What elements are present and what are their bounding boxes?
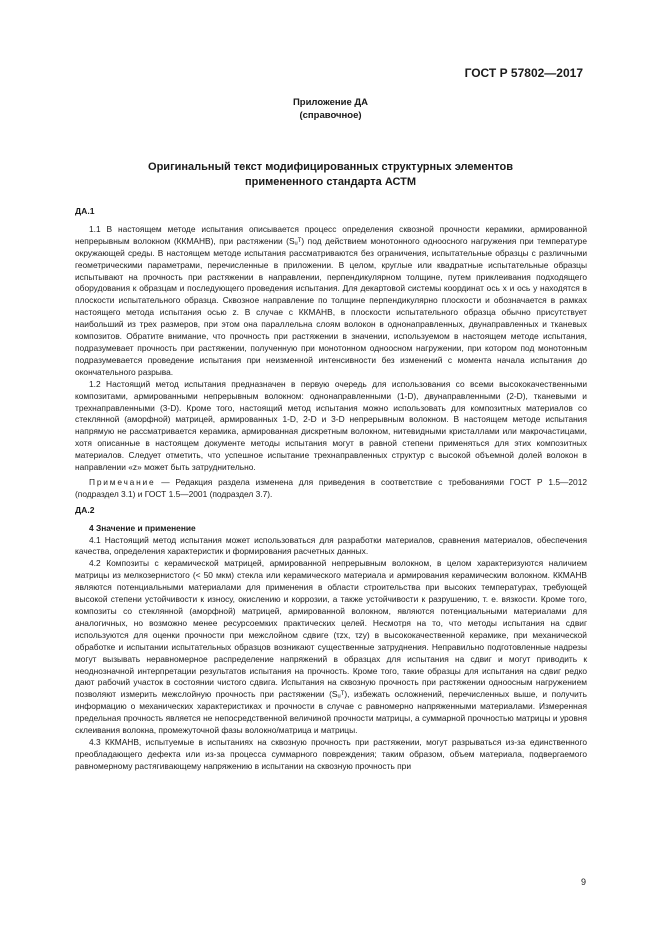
appendix-subtitle: (справочное) bbox=[299, 110, 362, 121]
appendix-title: Приложение ДА bbox=[292, 97, 369, 108]
paragraph-4-1: 4.1 Настоящий метод испытания может использоваться для разработки материалов, сравнения материалов, обеспечения качества, определения характеристик и формирования расчетных данных. bbox=[75, 534, 587, 557]
appendix-heading bbox=[0, 96, 661, 122]
note-text: — Редакция раздела изменена для приведения в соответствие с требованиями ГОСТ Р 1.5—2012 (подраздел 3.1) и ГОСТ 1.5—2001 (подраздел 3.7). bbox=[75, 476, 588, 499]
note-lead: Примечание bbox=[89, 476, 156, 487]
section-heading-da2: ДА.2 bbox=[75, 504, 95, 515]
document-body bbox=[75, 202, 587, 773]
note bbox=[75, 477, 587, 501]
document-title-line-2: примененного стандарта АСТМ bbox=[244, 176, 417, 188]
standard-code: ГОСТ Р 57802—2017 bbox=[464, 66, 583, 80]
paragraph-4-2: 4.2 Композиты с керамической матрицей, армированной непрерывным волокном, в целом характеризуются наличием матрицы из мелкозернистого (< 50 мкм) стекла или керамического материала и армирования керамическим волокном. ККМАНВ являются потенциальными материалами для применения в области строительства при высоких температурах, требующей высокой степени устойчивости к износу, окислению и коррозии, а также устойчивости к разрушению, т. е. вязкости. Кроме того, композиты со стеклянной (аморфной) матрицей, армированной волокном, являются потенциальными материалами для аналогичных, но возможно менее ресурсоемких практических целей. Несмотря на то, что методы испытания на сдвиг используются для оценки прочности при межслойном сдвиге (τzx, τzy) в высококачественной керамике, при механической обработке и испытании испытательных образцов возникают существенные затруднения. Неправильно подготовленные надрезы могут вызывать неравномерное распределение напряжений в образцах для испытания на сдвиг и могут приводить к неоднозначной интерпретации результатов испытания на прочность. Кроме того, такие образцы для испытания на сдвиг редко дают рабочий участок в состоянии чистого сдвига. Испытания на сквозную прочность при растяжении одноосным нагружением позволяют измерить межслойную прочность при растяжении (Sᵤᵀ), избежать осложнений, перечисленных выше, и получить информацию о механических характеристиках и прочности в случае с равномерно напряженными материалами. Измеренная предельная прочность является не непосредственной величиной прочности матрицы, а суммарной прочностью матрицы и уровня склеивания волокна, промежуточной фазы волокно/матрица и матрицы. bbox=[75, 558, 587, 736]
page-number: 9 bbox=[580, 877, 586, 887]
document-title-line-1: Оригинальный текст модифицированных структурных элементов bbox=[148, 161, 513, 173]
paragraph-1-2: 1.2 Настоящий метод испытания предназначен в первую очередь для использования со всеми высококачественными композитами, армированными непрерывным волокном: однонаправленными (1-D), двунаправленными (2-D), тканевыми и трехнаправленными (3-D). Кроме того, настоящий метод испытания можно использовать для композитных материалов со стеклянной (аморфной) матрицей, армированных 1-D, 2-D и 3-D непрерывным волокном. В настоящем методе испытания напрямую не рассматривается керамика, армированная дискретным волокном, нитевидными кристаллами или макрочастицами, хотя описанные в настоящем документе методы испытания могут в равной степени применяться для этих композитных материалов. Следует отметить, что успешное испытание трехнаправленных структур с высокой объемной долей волокон в направлении «z» может быть затруднительно. bbox=[75, 378, 587, 473]
paragraph-4-3: 4.3 ККМАНВ, испытуемые в испытаниях на сквозную прочность при растяжении, могут разрываться из-за единственного преобладающего дефекта или из-за процесса суммарного повреждения; таким образом, объем материала, подвергаемого равномерному растягивающему напряжению в испытании на сквозную прочность при bbox=[75, 736, 587, 771]
section-heading-da1: ДА.1 bbox=[75, 206, 95, 216]
document-title bbox=[0, 160, 661, 190]
subsection-heading-4: 4 Значение и применение bbox=[89, 522, 196, 533]
paragraph-1-1: 1.1 В настоящем методе испытания описывается процесс определения сквозной прочности керамики, армированной непрерывным волокном (ККМАНВ), при растяжении (Sᵤᵀ) под действием монотонного одноосного нагружения при температуре окружающей среды. В настоящем методе испытания рассматриваются без ограничения, испытательные образцы с различными геометрическими параметрами, перечисленные в приложении. В целом, круглые или квадратные испытательные образцы испытывают на прочность при растяжении в направлении, перпендикулярном толщине, путем приклеивания подходящего оборудования к образцам и последующего проведения испытания. Для декартовой системы координат ось x и ось y находятся в плоскости испытательного образца. Сквозное направление по толщине перпендикулярно плоскости и обозначается в рамках настоящего метода испытания осью z. В случае с ККМАНВ, в плоскости испытательного образца обычно присутствует наибольший из трех размеров, при этом она параллельна слоям волокон в однонаправленных, двунаправленных и тканевых композитов. Обратите внимание, что прочность при растяжении в значении, используемом в настоящем методе испытания, подразумевает прочность при растяжении, полученную при монотонном одноосном нагружении, при котором под монотонным подразумевается проведение испытания при неизменной интенсивности без изменений с момента начала испытания до окончательного разрыва. bbox=[75, 223, 587, 377]
